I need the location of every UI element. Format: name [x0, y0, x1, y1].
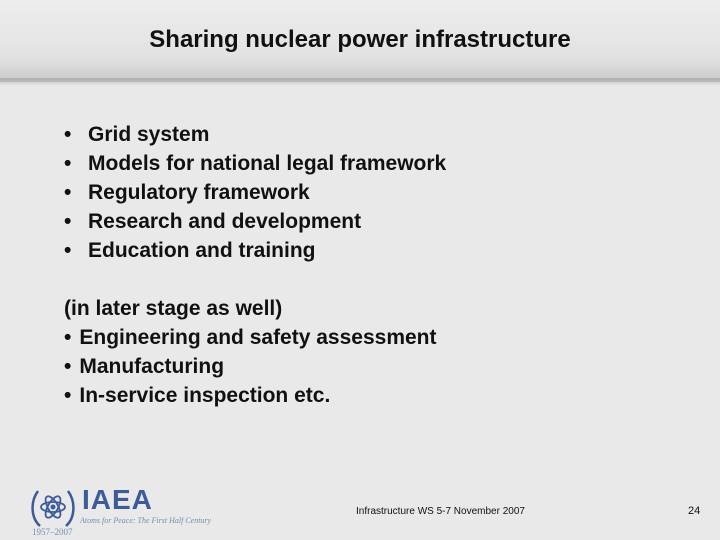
list-item [64, 149, 684, 178]
list-item-text: Manufacturing [79, 355, 225, 378]
list-item-text: In-service inspection etc. [79, 384, 331, 407]
slide-body [64, 120, 684, 410]
later-bullet-list [64, 323, 684, 410]
list-item-text: Grid system [88, 123, 210, 146]
iaea-logo [26, 480, 226, 538]
list-item [64, 323, 684, 352]
page-number: 24 [688, 505, 701, 517]
list-item-text: Research and development [88, 210, 362, 233]
bullet-glyph: • [64, 123, 72, 146]
logo-years: 1957–2007 [32, 527, 73, 537]
bullet-glyph: • [64, 384, 72, 407]
list-item [64, 352, 684, 381]
bullet-glyph: • [64, 355, 72, 378]
logo-wordmark: IAEA [82, 484, 153, 515]
list-item-text: Regulatory framework [88, 181, 310, 204]
list-item-text: Education and training [88, 239, 316, 262]
list-item-text: Models for national legal framework [88, 152, 447, 175]
slide-title: Sharing nuclear power infrastructure [149, 26, 571, 53]
title-band-shadow [0, 78, 720, 86]
list-item [64, 381, 684, 410]
list-item [64, 120, 684, 149]
later-stage-heading: (in later stage as well) [64, 297, 283, 320]
footer-event-text: Infrastructure WS 5-7 November 2007 [356, 506, 525, 517]
main-bullet-list [64, 120, 684, 265]
bullet-glyph: • [64, 152, 72, 175]
list-item [64, 236, 684, 265]
logo-tagline: Atoms for Peace: The First Half Century [80, 516, 212, 525]
bullet-glyph: • [64, 239, 72, 262]
list-item [64, 207, 684, 236]
bullet-glyph: • [64, 326, 72, 349]
list-item [64, 178, 684, 207]
atom-wreath-icon [28, 482, 78, 532]
list-item-text: Engineering and safety assessment [79, 326, 437, 349]
bullet-glyph: • [64, 181, 72, 204]
bullet-glyph: • [64, 210, 72, 233]
